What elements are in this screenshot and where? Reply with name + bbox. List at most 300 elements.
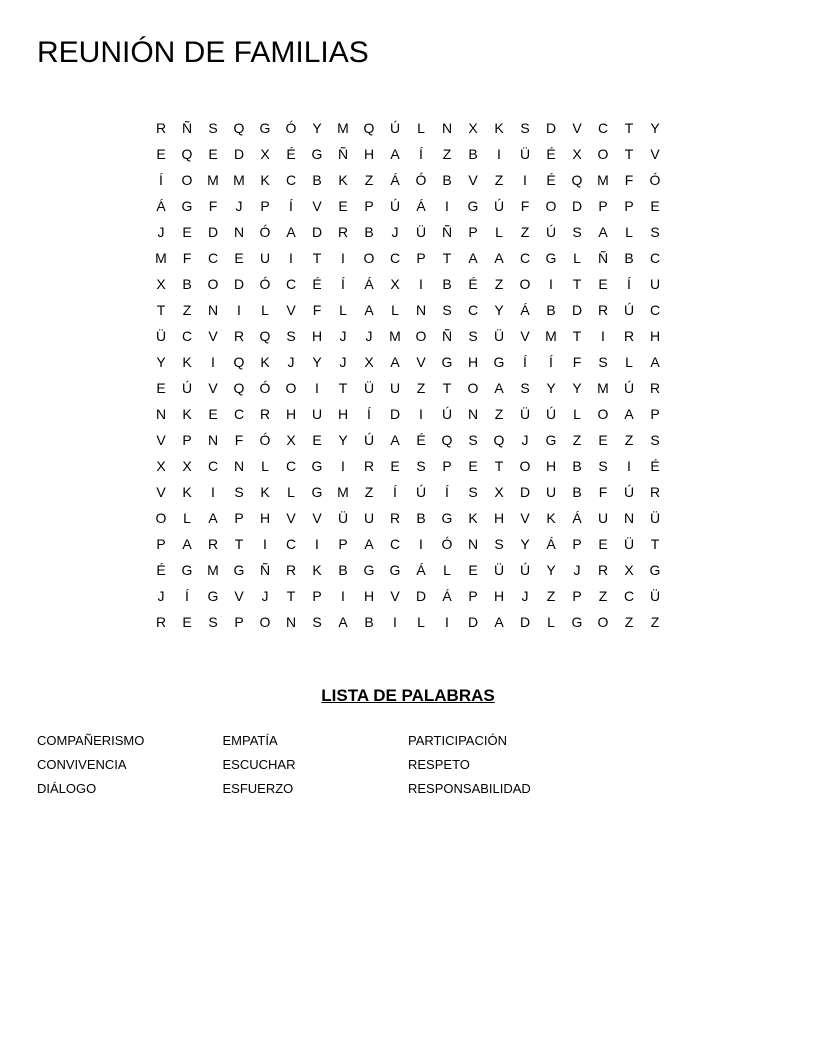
grid-letter: S — [520, 380, 530, 396]
grid-letter: Ü — [649, 510, 661, 526]
grid-letter: V — [286, 510, 296, 526]
grid-letter: Ú — [545, 224, 557, 240]
grid-letter: D — [545, 120, 557, 136]
grid-letter: O — [259, 614, 271, 630]
grid-letter: Z — [572, 432, 582, 448]
grid-letter: T — [572, 276, 582, 292]
grid-letter: O — [545, 198, 557, 214]
grid-letter: E — [650, 198, 660, 214]
grid-letter: C — [181, 328, 193, 344]
grid-letter: B — [416, 510, 426, 526]
grid-letter: M — [389, 328, 401, 344]
grid-letter: Í — [523, 354, 527, 370]
grid-letter: H — [311, 328, 323, 344]
grid-letter: S — [234, 484, 244, 500]
grid-letter: T — [156, 302, 166, 318]
grid-letter: Á — [520, 302, 530, 318]
grid-letter: K — [260, 484, 270, 500]
grid-letter: V — [312, 198, 322, 214]
grid-letter: A — [390, 354, 400, 370]
grid-letter: Á — [572, 510, 582, 526]
grid-letter: V — [650, 146, 660, 162]
grid-letter: A — [494, 614, 504, 630]
grid-letter: Ñ — [181, 120, 193, 136]
grid-letter: H — [363, 588, 375, 604]
grid-letter: D — [571, 302, 583, 318]
grid-letter: É — [416, 432, 426, 448]
grid-letter: K — [468, 510, 478, 526]
grid-letter: Ú — [389, 198, 401, 214]
grid-letter: E — [468, 562, 478, 578]
grid-letter: A — [494, 380, 504, 396]
grid-letter: Ü — [519, 406, 531, 422]
grid-letter: Ú — [181, 380, 193, 396]
grid-letter: I — [289, 250, 293, 266]
grid-letter: Í — [445, 484, 449, 500]
grid-letter: Z — [546, 588, 556, 604]
grid-letter: S — [416, 458, 426, 474]
grid-letter: O — [415, 328, 427, 344]
grid-letter: G — [441, 510, 453, 526]
grid-letter: Y — [494, 302, 504, 318]
grid-letter: U — [597, 510, 609, 526]
grid-letter: G — [363, 562, 375, 578]
grid-letter: Ó — [259, 380, 271, 396]
grid-letter: I — [419, 536, 423, 552]
grid-letter: L — [625, 224, 633, 240]
grid-letter: Á — [442, 588, 452, 604]
grid-letter: N — [285, 614, 297, 630]
grid-letter: Q — [233, 354, 245, 370]
grid-letter: B — [546, 302, 556, 318]
grid-letter: V — [572, 120, 582, 136]
grid-letter: G — [389, 562, 401, 578]
grid-letter: B — [364, 224, 374, 240]
grid-letter: H — [467, 354, 479, 370]
grid-letter: A — [364, 302, 374, 318]
grid-letter: G — [311, 146, 323, 162]
grid-letter: I — [549, 276, 553, 292]
grid-letter: C — [597, 120, 609, 136]
grid-letter: H — [363, 146, 375, 162]
grid-letter: É — [650, 458, 660, 474]
grid-letter: P — [182, 432, 192, 448]
grid-letter: A — [208, 510, 218, 526]
grid-letter: I — [263, 536, 267, 552]
grid-letter: G — [649, 562, 661, 578]
grid-letter: C — [285, 458, 297, 474]
grid-letter: R — [207, 536, 219, 552]
grid-letter: Ú — [493, 198, 505, 214]
grid-letter: Z — [182, 302, 192, 318]
grid-letter: Y — [572, 380, 582, 396]
grid-letter: E — [156, 380, 166, 396]
grid-letter: C — [649, 302, 661, 318]
grid-letter: X — [182, 458, 192, 474]
grid-letter: U — [311, 406, 323, 422]
grid-letter: O — [181, 172, 193, 188]
grid-letter: D — [467, 614, 479, 630]
grid-letter: R — [597, 562, 609, 578]
grid-letter: Ñ — [259, 562, 271, 578]
grid-letter: Ú — [363, 432, 375, 448]
grid-letter: H — [545, 458, 557, 474]
grid-letter: V — [286, 302, 296, 318]
grid-letter: K — [494, 120, 504, 136]
grid-letter: Ü — [519, 146, 531, 162]
grid-letter: C — [389, 536, 401, 552]
grid-letter: O — [207, 276, 219, 292]
grid-letter: A — [338, 614, 348, 630]
grid-letter: Ü — [415, 224, 427, 240]
grid-letter: E — [338, 198, 348, 214]
grid-letter: Z — [494, 406, 504, 422]
grid-letter: V — [208, 328, 218, 344]
grid-letter: N — [233, 458, 245, 474]
grid-letter: Í — [627, 276, 631, 292]
grid-letter: X — [624, 562, 634, 578]
grid-letter: C — [623, 588, 635, 604]
grid-letter: I — [237, 302, 241, 318]
grid-letter: Í — [549, 354, 553, 370]
word-list-item: COMPAÑERISMO — [37, 733, 145, 748]
grid-letter: L — [495, 224, 503, 240]
grid-letter: X — [494, 484, 504, 500]
grid-letter: O — [155, 510, 167, 526]
grid-letter: Ü — [623, 536, 635, 552]
grid-letter: L — [183, 510, 191, 526]
grid-letter: Ó — [259, 276, 271, 292]
grid-letter: O — [467, 380, 479, 396]
grid-letter: S — [208, 614, 218, 630]
grid-letter: F — [208, 198, 218, 214]
grid-letter: M — [233, 172, 245, 188]
grid-letter: A — [286, 224, 296, 240]
word-list-item: CONVIVENCIA — [37, 757, 127, 772]
grid-letter: G — [571, 614, 583, 630]
grid-letter: G — [233, 562, 245, 578]
grid-letter: J — [573, 562, 581, 578]
grid-letter: S — [468, 328, 478, 344]
grid-letter: B — [442, 276, 452, 292]
grid-letter: S — [650, 224, 660, 240]
grid-letter: C — [389, 250, 401, 266]
grid-letter: S — [520, 120, 530, 136]
grid-letter: I — [445, 198, 449, 214]
grid-letter: T — [234, 536, 244, 552]
grid-letter: N — [207, 432, 219, 448]
grid-letter: B — [572, 484, 582, 500]
grid-letter: P — [468, 224, 478, 240]
grid-letter: U — [545, 484, 557, 500]
grid-letter: V — [312, 510, 322, 526]
grid-letter: Ü — [493, 562, 505, 578]
grid-letter: A — [650, 354, 660, 370]
grid-letter: S — [598, 458, 608, 474]
grid-letter: N — [467, 406, 479, 422]
grid-letter: V — [390, 588, 400, 604]
grid-letter: Ú — [441, 406, 453, 422]
grid-letter: Q — [363, 120, 375, 136]
grid-letter: Ú — [623, 484, 635, 500]
grid-letter: K — [312, 562, 322, 578]
grid-letter: L — [547, 614, 555, 630]
grid-letter: F — [598, 484, 608, 500]
grid-letter: J — [339, 328, 347, 344]
grid-letter: Ú — [389, 120, 401, 136]
grid-letter: X — [364, 354, 374, 370]
grid-letter: I — [341, 458, 345, 474]
grid-letter: X — [156, 458, 166, 474]
grid-letter: R — [233, 328, 245, 344]
grid-letter: D — [519, 614, 531, 630]
grid-letter: É — [286, 146, 296, 162]
grid-letter: Á — [156, 198, 166, 214]
grid-letter: Á — [390, 172, 400, 188]
grid-letter: I — [601, 328, 605, 344]
grid-letter: T — [286, 588, 296, 604]
grid-letter: Z — [416, 380, 426, 396]
word-list-item: RESPETO — [408, 757, 470, 772]
grid-letter: G — [467, 198, 479, 214]
grid-letter: P — [234, 614, 244, 630]
grid-letter: Q — [571, 172, 583, 188]
grid-letter: G — [259, 120, 271, 136]
grid-letter: I — [315, 536, 319, 552]
grid-letter: Ó — [285, 120, 297, 136]
grid-letter: Ú — [623, 302, 635, 318]
grid-letter: Q — [181, 146, 193, 162]
grid-letter: Ü — [493, 328, 505, 344]
grid-letter: J — [235, 198, 243, 214]
grid-letter: H — [337, 406, 349, 422]
grid-letter: V — [520, 510, 530, 526]
word-list-item: EMPATÍA — [222, 733, 278, 748]
grid-letter: M — [597, 172, 609, 188]
grid-letter: B — [338, 562, 348, 578]
grid-letter: J — [339, 354, 347, 370]
grid-letter: J — [365, 328, 373, 344]
grid-letter: X — [572, 146, 582, 162]
grid-letter: V — [156, 432, 166, 448]
grid-letter: H — [285, 406, 297, 422]
grid-letter: X — [468, 120, 478, 136]
grid-letter: G — [545, 432, 557, 448]
grid-letter: C — [519, 250, 531, 266]
grid-letter: T — [312, 250, 322, 266]
grid-letter: Q — [259, 328, 271, 344]
grid-letter: L — [443, 562, 451, 578]
grid-letter: E — [312, 432, 322, 448]
grid-letter: Ó — [649, 172, 661, 188]
grid-letter: B — [468, 146, 478, 162]
grid-letter: C — [285, 172, 297, 188]
grid-letter: E — [182, 614, 192, 630]
grid-letter: G — [181, 198, 193, 214]
grid-letter: U — [363, 510, 375, 526]
grid-letter: K — [182, 354, 192, 370]
grid-letter: Ú — [415, 484, 427, 500]
grid-letter: K — [260, 354, 270, 370]
grid-letter: D — [233, 146, 245, 162]
grid-letter: D — [207, 224, 219, 240]
grid-letter: M — [597, 380, 609, 396]
grid-letter: X — [390, 276, 400, 292]
grid-letter: J — [521, 588, 529, 604]
grid-letter: G — [207, 588, 219, 604]
grid-letter: V — [234, 588, 244, 604]
grid-letter: O — [519, 276, 531, 292]
grid-letter: Z — [364, 484, 374, 500]
grid-letter: Y — [546, 562, 556, 578]
grid-letter: I — [393, 614, 397, 630]
grid-letter: V — [520, 328, 530, 344]
grid-letter: N — [415, 302, 427, 318]
grid-letter: Á — [416, 562, 426, 578]
grid-letter: P — [624, 198, 634, 214]
grid-letter: R — [155, 120, 167, 136]
grid-letter: É — [156, 562, 166, 578]
grid-letter: C — [285, 276, 297, 292]
grid-letter: S — [468, 484, 478, 500]
grid-letter: F — [234, 432, 244, 448]
grid-letter: Z — [494, 276, 504, 292]
grid-letter: N — [467, 536, 479, 552]
grid-letter: T — [338, 380, 348, 396]
grid-letter: C — [467, 302, 479, 318]
grid-letter: F — [312, 302, 322, 318]
grid-letter: É — [546, 146, 556, 162]
grid-letter: G — [441, 354, 453, 370]
grid-letter: P — [338, 536, 348, 552]
grid-letter: Í — [159, 172, 163, 188]
word-list-item: RESPONSABILIDAD — [408, 781, 531, 796]
grid-letter: S — [650, 432, 660, 448]
grid-letter: Ü — [337, 510, 349, 526]
grid-letter: G — [311, 484, 323, 500]
grid-letter: J — [157, 588, 165, 604]
grid-letter: E — [156, 146, 166, 162]
grid-letter: I — [445, 614, 449, 630]
grid-letter: I — [497, 146, 501, 162]
grid-letter: Z — [364, 172, 374, 188]
grid-letter: Q — [493, 432, 505, 448]
grid-letter: I — [523, 172, 527, 188]
grid-letter: Z — [624, 614, 634, 630]
grid-letter: B — [572, 458, 582, 474]
grid-letter: Ú — [545, 406, 557, 422]
grid-letter: T — [572, 328, 582, 344]
grid-letter: S — [598, 354, 608, 370]
grid-letter: Ó — [415, 172, 427, 188]
grid-letter: P — [260, 198, 270, 214]
grid-letter: P — [416, 250, 426, 266]
grid-letter: P — [598, 198, 608, 214]
grid-letter: E — [598, 276, 608, 292]
grid-letter: C — [649, 250, 661, 266]
grid-letter: V — [416, 354, 426, 370]
grid-letter: D — [389, 406, 401, 422]
grid-letter: K — [182, 484, 192, 500]
grid-letter: I — [627, 458, 631, 474]
word-list-item: ESCUCHAR — [222, 757, 296, 772]
grid-letter: E — [182, 224, 192, 240]
grid-letter: L — [417, 614, 425, 630]
grid-letter: Y — [338, 432, 348, 448]
grid-letter: R — [649, 484, 661, 500]
grid-letter: Z — [624, 432, 634, 448]
grid-letter: B — [442, 172, 452, 188]
grid-letter: R — [623, 328, 635, 344]
grid-letter: Á — [546, 536, 556, 552]
grid-letter: V — [208, 380, 218, 396]
grid-letter: T — [624, 120, 634, 136]
grid-letter: E — [468, 458, 478, 474]
grid-letter: F — [624, 172, 634, 188]
grid-letter: P — [442, 458, 452, 474]
grid-letter: E — [234, 250, 244, 266]
grid-letter: L — [573, 250, 581, 266]
grid-letter: Í — [289, 198, 293, 214]
grid-letter: L — [261, 458, 269, 474]
grid-letter: L — [417, 120, 425, 136]
letter-grid — [148, 115, 668, 635]
grid-letter: D — [233, 276, 245, 292]
grid-letter: G — [181, 562, 193, 578]
grid-letter: M — [545, 328, 557, 344]
grid-letter: Í — [341, 276, 345, 292]
grid-letter: O — [285, 380, 297, 396]
grid-letter: R — [363, 458, 375, 474]
grid-letter: R — [337, 224, 349, 240]
grid-letter: F — [182, 250, 192, 266]
grid-letter: Ü — [649, 588, 661, 604]
grid-letter: H — [493, 510, 505, 526]
grid-letter: P — [156, 536, 166, 552]
grid-letter: A — [390, 432, 400, 448]
word-list — [37, 733, 594, 805]
grid-letter: K — [182, 406, 192, 422]
grid-letter: Z — [598, 588, 608, 604]
grid-letter: D — [571, 198, 583, 214]
grid-letter: J — [157, 224, 165, 240]
grid-letter: T — [442, 250, 452, 266]
grid-letter: F — [572, 354, 582, 370]
grid-letter: O — [519, 458, 531, 474]
grid-letter: É — [546, 172, 556, 188]
grid-letter: P — [650, 406, 660, 422]
grid-letter: M — [337, 484, 349, 500]
grid-letter: C — [207, 458, 219, 474]
grid-letter: É — [468, 276, 478, 292]
grid-letter: L — [261, 302, 269, 318]
grid-letter: Ó — [441, 536, 453, 552]
grid-letter: V — [468, 172, 478, 188]
grid-letter: I — [419, 406, 423, 422]
grid-letter: B — [312, 172, 322, 188]
grid-letter: I — [419, 276, 423, 292]
grid-letter: U — [649, 276, 661, 292]
grid-letter: M — [207, 172, 219, 188]
grid-letter: O — [597, 146, 609, 162]
grid-letter: A — [624, 406, 634, 422]
grid-letter: E — [598, 536, 608, 552]
grid-letter: C — [285, 536, 297, 552]
grid-letter: Q — [441, 432, 453, 448]
word-list-item: PARTICIPACIÓN — [408, 733, 507, 748]
word-list-item: ESFUERZO — [222, 781, 294, 796]
grid-letter: B — [624, 250, 634, 266]
